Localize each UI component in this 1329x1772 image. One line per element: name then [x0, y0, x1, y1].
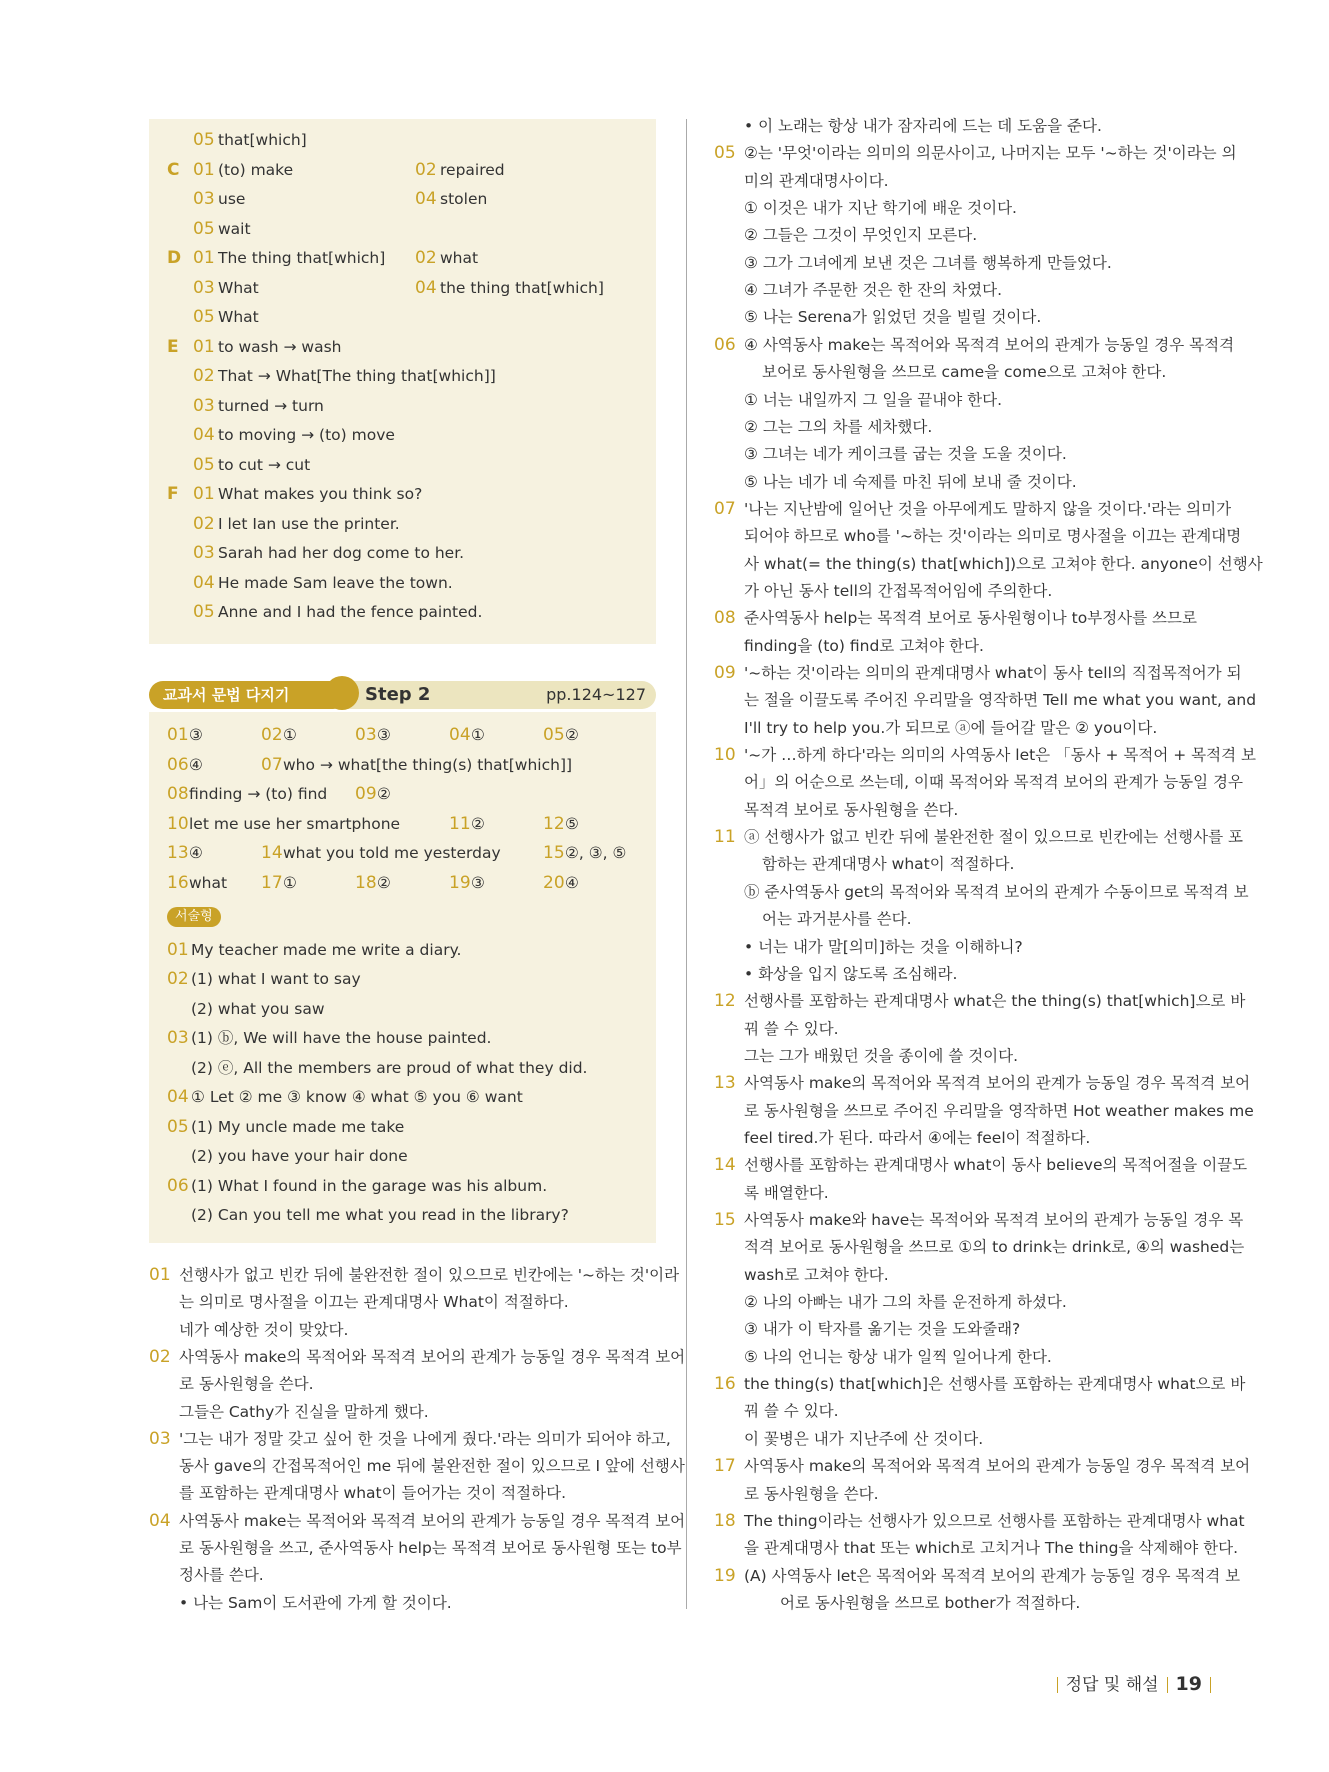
answer-text: wait	[218, 219, 251, 238]
answer-text: turned → turn	[218, 396, 324, 415]
item-number: 14	[714, 1155, 736, 1176]
answer-text: who → what[the thing(s) that[which]]	[283, 755, 573, 774]
item-number: 01	[193, 248, 215, 268]
answer-text: stolen	[440, 190, 488, 208]
item-number: 06	[714, 334, 736, 355]
answer-row	[149, 216, 656, 242]
item-number: 01	[193, 336, 215, 357]
answer-box-step2	[149, 712, 656, 1243]
item-number: 12	[543, 813, 565, 834]
essay-row	[149, 1173, 656, 1199]
explanation-text: 로 동사원형을 쓴다.	[179, 1375, 314, 1394]
answer-text: ①	[283, 726, 297, 744]
item-number: 11	[714, 827, 736, 848]
explanation-text: ② 그는 그의 차를 세차했다.	[744, 417, 933, 436]
answer-row	[149, 334, 656, 360]
explanation-text: 네가 예상한 것이 맞았다.	[179, 1320, 349, 1339]
answer-text: ②	[471, 814, 485, 833]
item-number: 02	[415, 248, 437, 268]
explanation-text: the thing(s) that[which]은 선행사를 포함하는 관계대명사 what으로 바	[744, 1375, 1246, 1394]
explanation-text: 를 포함하는 관계대명사 what이 들어가는 것이 적절하다.	[179, 1484, 566, 1503]
explanation-text: 그는 그가 배웠던 것을 종이에 쓸 것이다.	[744, 1046, 1019, 1065]
item-number: 01	[167, 939, 189, 960]
item-number: 11	[449, 813, 471, 834]
essay-row	[149, 1114, 656, 1140]
answer-row	[149, 304, 656, 330]
answer-text: finding → (to) find	[189, 785, 328, 803]
explanation-text: 꿔 쓸 수 있다.	[744, 1019, 839, 1038]
explanation-text: ① 이것은 내가 지난 학기에 배운 것이다.	[744, 199, 1017, 218]
explanation-text: • 화상을 입지 않도록 조심해라.	[744, 964, 958, 983]
answer-row	[149, 570, 656, 596]
explanation-text: 준사역동사 help는 목적격 보어로 동사원형이나 to부정사를 쓰므로	[744, 609, 1197, 628]
item-number: 05	[193, 454, 215, 475]
answer-text: What makes you think so?	[218, 485, 423, 503]
explanation-text: 사역동사 make의 목적어와 목적격 보어의 관계가 능동일 경우 목적격 보어	[744, 1074, 1251, 1093]
answer-text: ④	[565, 873, 579, 892]
quiz-row	[149, 781, 656, 807]
section-letter: C	[167, 159, 180, 180]
item-number: 05	[193, 307, 215, 327]
explanation-text: ④ 그녀가 주문한 것은 한 잔의 차였다.	[744, 281, 1003, 300]
explanation-text: 선행사를 포함하는 관계대명사 what이 동사 believe의 목적어절을 이끌도	[744, 1156, 1248, 1175]
explanation-text: 정사를 쓴다.	[179, 1566, 264, 1585]
answer-text: (1) What I found in the garage was his album.	[191, 1176, 548, 1195]
explanation-text: 사역동사 make는 목적어와 목적격 보어의 관계가 능동일 경우 목적격 보어	[179, 1511, 686, 1530]
explanation-text: 로 동사원형을 쓰므로 주어진 우리말을 영작하면 Hot weather makes me	[744, 1101, 1254, 1120]
explanation-text: ③ 그녀는 네가 케이크를 굽는 것을 도울 것이다.	[744, 445, 1067, 464]
answer-row	[149, 393, 656, 419]
explanation-text: • 이 노래는 항상 내가 잠자리에 드는 데 도움을 준다.	[744, 117, 1102, 135]
explanation-text: 목적격 보어로 동사원형을 쓴다.	[744, 800, 959, 819]
header-circle-icon	[325, 676, 359, 710]
answer-row	[149, 186, 656, 212]
answer-text: ②	[377, 785, 391, 803]
explanation-text: '~가 …하게 하다'라는 의미의 사역동사 let은 「동사 + 목적어 + 목적격 보	[744, 746, 1256, 765]
item-number: 04	[415, 277, 437, 298]
answer-text: use	[218, 190, 246, 208]
essay-row	[149, 996, 656, 1022]
item-number: 03	[193, 189, 215, 209]
item-number: 03	[193, 395, 215, 416]
explanation-text: 보어로 동사원형을 쓰므로 came을 come으로 고쳐야 한다.	[762, 363, 1167, 382]
item-number: 05	[543, 725, 565, 745]
item-number: 04	[167, 1087, 189, 1107]
explanation-text: ③ 내가 이 탁자를 옮기는 것을 도와줄래?	[744, 1320, 1021, 1339]
item-number: 04	[415, 189, 437, 209]
explanation-text: ③ 그가 그녀에게 보낸 것은 그녀를 행복하게 만들었다.	[744, 253, 1112, 272]
answer-text: ④	[189, 755, 203, 774]
answer-text: He made Sam leave the town.	[218, 573, 453, 592]
section-letter: D	[167, 248, 182, 268]
item-number: 17	[261, 872, 283, 893]
answer-text: (to) make	[218, 160, 294, 179]
item-number: 15	[714, 1210, 736, 1230]
explanation-text: 는 절을 이끌도록 주어진 우리말을 영작하면 Tell me what you want, and	[744, 691, 1257, 710]
answer-text: that[which]	[218, 131, 307, 149]
item-number: 10	[714, 745, 736, 766]
explanation-text: ④ 사역동사 make는 목적어와 목적격 보어의 관계가 능동일 경우 목적격	[744, 335, 1235, 354]
explanation-text: 로 동사원형을 쓰고, 준사역동사 help는 목적격 보어로 동사원형 또는 to부	[179, 1539, 682, 1557]
answer-text: (2) what you saw	[191, 999, 325, 1018]
answer-row	[149, 511, 656, 537]
explanation-text: 그들은 Cathy가 진실을 말하게 했다.	[179, 1402, 429, 1421]
explanation-text: 미의 관계대명사이다.	[744, 171, 889, 190]
item-number: 07	[714, 498, 736, 519]
answer-row	[149, 275, 656, 301]
answer-text: ①	[471, 726, 485, 744]
footer-bar	[1210, 1677, 1211, 1693]
answer-text: let me use her smartphone	[189, 814, 401, 833]
explanation-text: ②는 '무엇'이라는 의미의 의문사이고, 나머지는 모두 '~하는 것'이라는 의	[744, 144, 1237, 163]
footer-label: 정답 및 해설	[1065, 1675, 1159, 1695]
item-number: 12	[714, 991, 736, 1012]
item-number: 09	[355, 784, 377, 804]
quiz-row	[149, 840, 656, 866]
item-number: 04	[149, 1510, 171, 1531]
explanation-text: The thing이라는 선행사가 있으므로 선행사를 포함하는 관계대명사 what	[744, 1511, 1245, 1530]
essay-badge-row	[167, 902, 221, 928]
item-number: 03	[167, 1028, 189, 1048]
explanation-text: 사역동사 make와 have는 목적어와 목적격 보어의 관계가 능동일 경우 목	[744, 1211, 1244, 1229]
answer-text: (1) My uncle made me take	[191, 1117, 405, 1136]
answer-text: repaired	[440, 160, 505, 179]
explanation-text: ⑤ 나는 Serena가 읽었던 것을 빌릴 것이다.	[744, 308, 1042, 327]
item-number: 01	[149, 1265, 171, 1285]
answer-row	[149, 363, 656, 389]
answer-text: That → What[The thing that[which]]	[218, 367, 496, 385]
essay-row	[149, 1084, 656, 1110]
item-number: 05	[714, 143, 736, 164]
item-number: 05	[167, 1116, 189, 1137]
section-title: 교과서 문법 다지기	[163, 686, 290, 704]
answer-text: ⑤	[565, 814, 579, 833]
answer-row	[149, 127, 656, 153]
explanation-text: 선행사가 없고 빈칸 뒤에 불완전한 절이 있으므로 빈칸에는 '~하는 것'이라	[179, 1266, 680, 1284]
answer-text: what	[189, 873, 228, 892]
item-number: 13	[167, 843, 189, 863]
answer-text: to wash → wash	[218, 337, 342, 356]
explanation-text: 어로 동사원형을 쓰므로 bother가 적절하다.	[780, 1593, 1081, 1612]
explanation-text: 가 아닌 동사 tell의 간접목적어임에 주의한다.	[744, 581, 1053, 600]
item-number: 05	[193, 130, 215, 150]
item-number: 16	[167, 872, 189, 893]
quiz-row	[149, 722, 656, 748]
item-number: 06	[167, 1175, 189, 1196]
answer-text: (2) ⓔ, All the members are proud of what they did.	[191, 1058, 588, 1077]
answer-row	[149, 157, 656, 183]
answer-row	[149, 422, 656, 448]
answer-row	[149, 599, 656, 625]
explanation-text: 이 꽃병은 내가 지난주에 산 것이다.	[744, 1429, 984, 1448]
item-number: 14	[261, 843, 283, 863]
answer-text: what you told me yesterday	[283, 844, 501, 862]
item-number: 01	[193, 484, 215, 504]
item-number: 02	[167, 969, 189, 989]
quiz-row	[149, 752, 656, 778]
answer-text: (1) ⓑ, We will have the house painted.	[191, 1029, 492, 1047]
item-number: 18	[714, 1510, 736, 1531]
item-number: 05	[193, 602, 215, 622]
page-number: 19	[1175, 1673, 1202, 1695]
answer-text: What	[218, 308, 259, 326]
explanation-text: feel tired.가 된다. 따라서 ④에는 feel이 적절하다.	[744, 1128, 1091, 1147]
answer-text: what	[440, 249, 479, 267]
answer-text: (2) you have your hair done	[191, 1147, 408, 1165]
answer-text: ②	[565, 726, 579, 744]
item-number: 08	[714, 608, 736, 629]
section-letter: E	[167, 336, 179, 357]
explanation-text: • 너는 내가 말[의미]하는 것을 이해하니?	[744, 937, 1023, 956]
answer-text: Sarah had her dog come to her.	[218, 544, 465, 562]
item-number: 01	[167, 725, 189, 745]
item-number: 17	[714, 1456, 736, 1477]
explanation-text: 사역동사 make의 목적어와 목적격 보어의 관계가 능동일 경우 목적격 보어	[179, 1347, 686, 1366]
answer-row	[149, 540, 656, 566]
answer-text: (1) what I want to say	[191, 970, 361, 988]
explanation-text: finding을 (to) find로 고쳐야 한다.	[744, 636, 984, 655]
item-number: 04	[193, 572, 215, 593]
answer-text: What	[218, 278, 259, 297]
essay-badge: 서술형	[167, 907, 221, 927]
item-number: 19	[714, 1565, 736, 1586]
essay-row	[149, 1202, 656, 1228]
explanation-text: ⑤ 나의 언니는 항상 내가 일찍 일어나게 한다.	[744, 1347, 1052, 1366]
answer-text: ④	[189, 844, 203, 862]
item-number: 10	[167, 813, 189, 834]
section-letter: F	[167, 484, 179, 504]
item-number: 03	[355, 725, 377, 745]
answer-text: ① Let ② me ③ know ④ what ⑤ you ⑥ want	[191, 1088, 523, 1106]
answer-text: ①	[283, 873, 297, 892]
item-number: 03	[149, 1428, 171, 1449]
explanation-text: ① 너는 내일까지 그 일을 끝내야 한다.	[744, 390, 1003, 409]
quiz-row	[149, 811, 656, 837]
answer-row	[149, 245, 656, 271]
answer-text: ③	[377, 726, 391, 744]
answer-text: to moving → (to) move	[218, 426, 395, 444]
explanation-text: ⓐ 선행사가 없고 빈칸 뒤에 불완전한 절이 있으므로 빈칸에는 선행사를 포	[744, 828, 1243, 847]
explanation-text: 꿔 쓸 수 있다.	[744, 1402, 839, 1421]
explanation-text: 을 관계대명사 that 또는 which로 고치거나 The thing을 삭제해야 한다.	[744, 1539, 1239, 1558]
explanation-text: 어」의 어순으로 쓰는데, 이때 목적어와 목적격 보어의 관계가 능동일 경우	[744, 773, 1243, 792]
answer-box-exercises	[149, 119, 656, 644]
explanation-text: ⑤ 나는 네가 네 숙제를 마친 뒤에 보내 줄 것이다.	[744, 472, 1077, 491]
answer-row	[149, 452, 656, 478]
page-range: pp.124~127	[546, 685, 646, 704]
item-number: 02	[193, 513, 215, 534]
answer-text: ③	[189, 726, 203, 744]
essay-row	[149, 1143, 656, 1169]
explanation-text: ⓑ 준사역동사 get의 목적어와 목적격 보어의 관계가 수동이므로 목적격 보	[744, 882, 1249, 901]
item-number: 03	[193, 543, 215, 563]
item-number: 04	[449, 725, 471, 745]
item-number: 05	[193, 218, 215, 239]
page-footer	[1049, 1672, 1219, 1696]
footer-bar	[1167, 1677, 1168, 1693]
explanation-text: ② 그들은 그것이 무엇인지 모른다.	[744, 226, 978, 245]
answer-text: ②, ③, ⑤	[565, 844, 627, 862]
item-number: 03	[193, 277, 215, 298]
explanation-text: '나는 지난밤에 일어난 것을 아무에게도 말하지 않을 것이다.'라는 의미가	[744, 499, 1232, 518]
answer-text: (2) Can you tell me what you read in the library?	[191, 1206, 569, 1224]
explanation-text: 어는 과거분사를 쓴다.	[762, 910, 912, 929]
item-number: 16	[714, 1374, 736, 1395]
explanation-text: wash로 고쳐야 한다.	[744, 1265, 889, 1284]
item-number: 08	[167, 784, 189, 804]
item-number: 20	[543, 872, 565, 893]
explanation-text: (A) 사역동사 let은 목적어와 목적격 보어의 관계가 능동일 경우 목적격 보	[744, 1566, 1241, 1585]
item-number: 09	[714, 663, 736, 683]
explanation-text: 적격 보어로 동사원형을 쓰므로 ①의 to drink는 drink로, ④의 washed는	[744, 1238, 1245, 1257]
item-number: 13	[714, 1073, 736, 1094]
essay-row	[149, 1025, 656, 1051]
answer-text: Anne and I had the fence painted.	[218, 603, 483, 621]
column-divider	[686, 119, 687, 1609]
explanation-text: '~하는 것'이라는 의미의 관계대명사 what이 동사 tell의 직접목적어가 되	[744, 664, 1242, 682]
essay-row	[149, 966, 656, 992]
explanation-text: 함하는 관계대명사 what이 적절하다.	[762, 855, 1015, 874]
explanation-text: I'll try to help you.가 되므로 ⓐ에 들어갈 말은 ② you이다.	[744, 718, 1158, 737]
answer-text: to cut → cut	[218, 455, 311, 474]
explanation-text: 선행사를 포함하는 관계대명사 what은 the thing(s) that[which]으로 바	[744, 992, 1246, 1011]
item-number: 02	[193, 366, 215, 386]
step2-header	[149, 676, 656, 712]
item-number: 07	[261, 754, 283, 775]
explanation-text: 는 의미로 명사절을 이끄는 관계대명사 What이 적절하다.	[179, 1293, 569, 1312]
footer-bar	[1057, 1677, 1058, 1693]
item-number: 01	[193, 159, 215, 180]
explanation-text: 되어야 하므로 who를 '~하는 것'이라는 의미로 명사절을 이끄는 관계대명	[744, 527, 1242, 546]
item-number: 15	[543, 843, 565, 863]
answer-text: the thing that[which]	[440, 278, 604, 297]
item-number: 04	[193, 425, 215, 445]
answer-text: The thing that[which]	[218, 249, 386, 267]
essay-row	[149, 937, 656, 963]
item-number: 02	[261, 725, 283, 745]
step-label: Step 2	[365, 684, 431, 705]
explanation-text: • 나는 Sam이 도서관에 가게 할 것이다.	[179, 1593, 452, 1612]
answer-text: I let Ian use the printer.	[218, 514, 400, 533]
answer-text: ③	[471, 873, 485, 892]
explanation-text: 사 what(= the thing(s) that[which])으로 고쳐야 한다. anyone이 선행사	[744, 554, 1263, 573]
item-number: 06	[167, 754, 189, 775]
explanation-text: 동사 gave의 간접목적어인 me 뒤에 불완전한 절이 있으므로 I 앞에 선행사	[179, 1457, 685, 1476]
answer-text: My teacher made me write a diary.	[191, 940, 462, 959]
quiz-row	[149, 870, 656, 896]
item-number: 02	[415, 159, 437, 180]
explanation-text: '그는 내가 정말 갖고 싶어 한 것을 나에게 줬다.'라는 의미가 되어야 하고,	[179, 1429, 671, 1448]
explanation-text: 사역동사 make의 목적어와 목적격 보어의 관계가 능동일 경우 목적격 보어	[744, 1457, 1251, 1476]
item-number: 19	[449, 872, 471, 893]
explanation-text: ② 나의 아빠는 내가 그의 차를 운전하게 하셨다.	[744, 1293, 1067, 1312]
item-number: 02	[149, 1346, 171, 1367]
essay-row	[149, 1055, 656, 1081]
explanation-text: 로 동사원형을 쓴다.	[744, 1484, 879, 1503]
explanation-text: 록 배열한다.	[744, 1183, 829, 1202]
answer-row	[149, 481, 656, 507]
answer-text: ②	[377, 873, 391, 892]
item-number: 18	[355, 872, 377, 893]
